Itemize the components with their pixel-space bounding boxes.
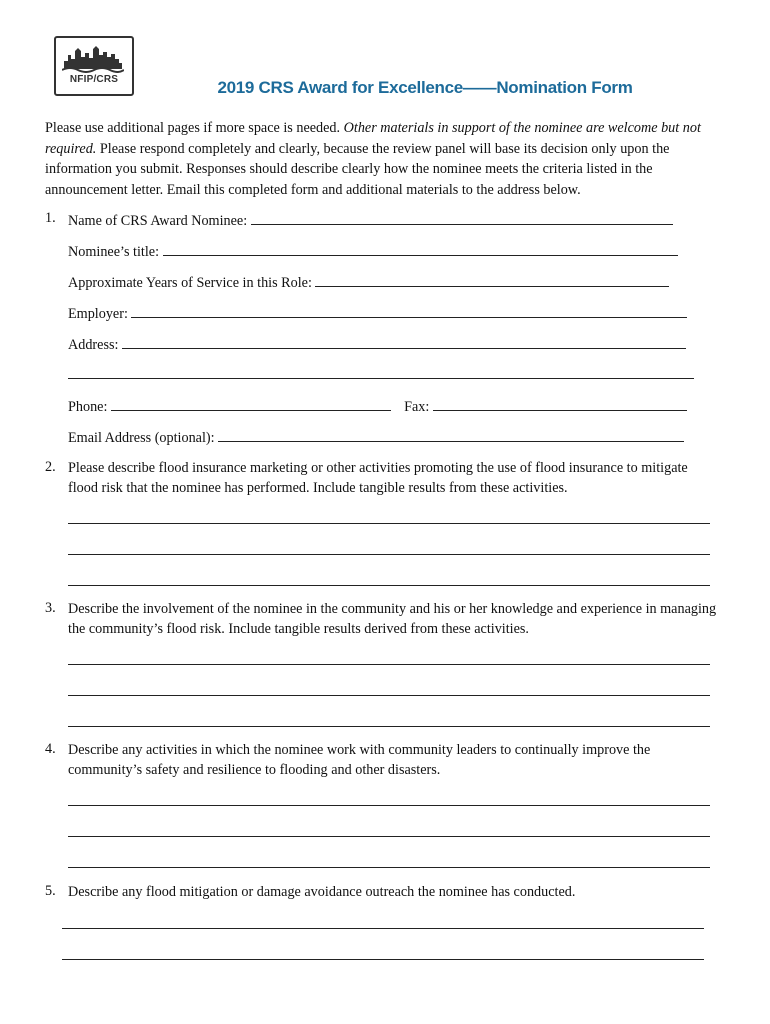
question-4-answer-line[interactable]: [68, 836, 710, 837]
question-2-answer-line[interactable]: [68, 523, 710, 524]
question-4-text: Describe any activities in which the nominee work with community leaders to continually improve the community’s safety and resilience to flooding and other disasters.: [68, 742, 651, 778]
nominee-title-label: Nominee’s title:: [68, 244, 160, 260]
intro-paragraph: [45, 118, 735, 200]
intro-text-1: Please use additional pages if more space is needed.: [45, 120, 344, 136]
address-row: [68, 334, 686, 354]
address-line-2[interactable]: [68, 378, 694, 379]
employer-row: [68, 303, 687, 323]
email-row: [68, 427, 684, 447]
question-3-number: 3.: [45, 600, 56, 616]
question-3-answer-line[interactable]: [68, 695, 710, 696]
employer-field[interactable]: [131, 303, 687, 318]
question-3-text: Describe the involvement of the nominee in the community and his or her knowledge and experience in managing the community’s flood risk. Include tangible results derived from these activities.: [68, 601, 717, 637]
question-3-answer-line[interactable]: [68, 664, 710, 665]
intro-italic-text: Other materials in support of the nominee are welcome but not required.: [45, 120, 701, 157]
intro-text-2: Please respond completely and clearly, because the review panel will base its decision only upon the information you submit. Responses should describe clearly how the nominee meets the criteria listed in the announcement letter. Email this completed form and additional materials to the address below.: [45, 140, 670, 198]
question-5-answer-line[interactable]: [62, 928, 704, 929]
phone-field[interactable]: [111, 396, 391, 411]
logo-label: NFIP/CRS: [69, 74, 119, 85]
years-service-field[interactable]: [315, 272, 669, 287]
phone-fax-row: [68, 396, 687, 416]
phone-label: Phone:: [68, 399, 108, 415]
question-2-answer-line[interactable]: [68, 585, 710, 586]
years-service-label: Approximate Years of Service in this Role:: [68, 275, 312, 291]
question-5-answer-line[interactable]: [62, 959, 704, 960]
page-title: 2019 CRS Award for Excellence——Nomination Form: [217, 78, 633, 97]
question-3-answer-line[interactable]: [68, 726, 710, 727]
years-service-row: [68, 272, 669, 292]
nominee-title-field[interactable]: [163, 241, 678, 256]
question-2-text: Please describe flood insurance marketing or other activities promoting the use of flood insurance to mitigate flood risk that the nominee has performed. Include tangible results from these activities.: [68, 460, 688, 496]
question-2-answer-line[interactable]: [68, 554, 710, 555]
address-label: Address:: [68, 337, 119, 353]
address-field[interactable]: [122, 334, 686, 349]
nominee-name-label: Name of CRS Award Nominee:: [68, 213, 248, 229]
nominee-title-row: [68, 241, 678, 261]
nominee-name-row: [68, 210, 673, 230]
question-5-text: Describe any flood mitigation or damage avoidance outreach the nominee has conducted.: [68, 884, 576, 900]
section-1-number: 1.: [45, 210, 56, 226]
question-2-number: 2.: [45, 459, 56, 475]
question-5-number: 5.: [45, 883, 56, 899]
question-4-answer-line[interactable]: [68, 805, 710, 806]
question-4-number: 4.: [45, 741, 56, 757]
fax-label: Fax:: [404, 399, 430, 415]
email-field[interactable]: [218, 427, 684, 442]
employer-label: Employer:: [68, 306, 128, 322]
skyline-icon: [62, 43, 124, 73]
question-4-answer-line[interactable]: [68, 867, 710, 868]
fax-field[interactable]: [433, 396, 687, 411]
nominee-name-field[interactable]: [251, 210, 673, 225]
email-label: Email Address (optional):: [68, 430, 215, 446]
